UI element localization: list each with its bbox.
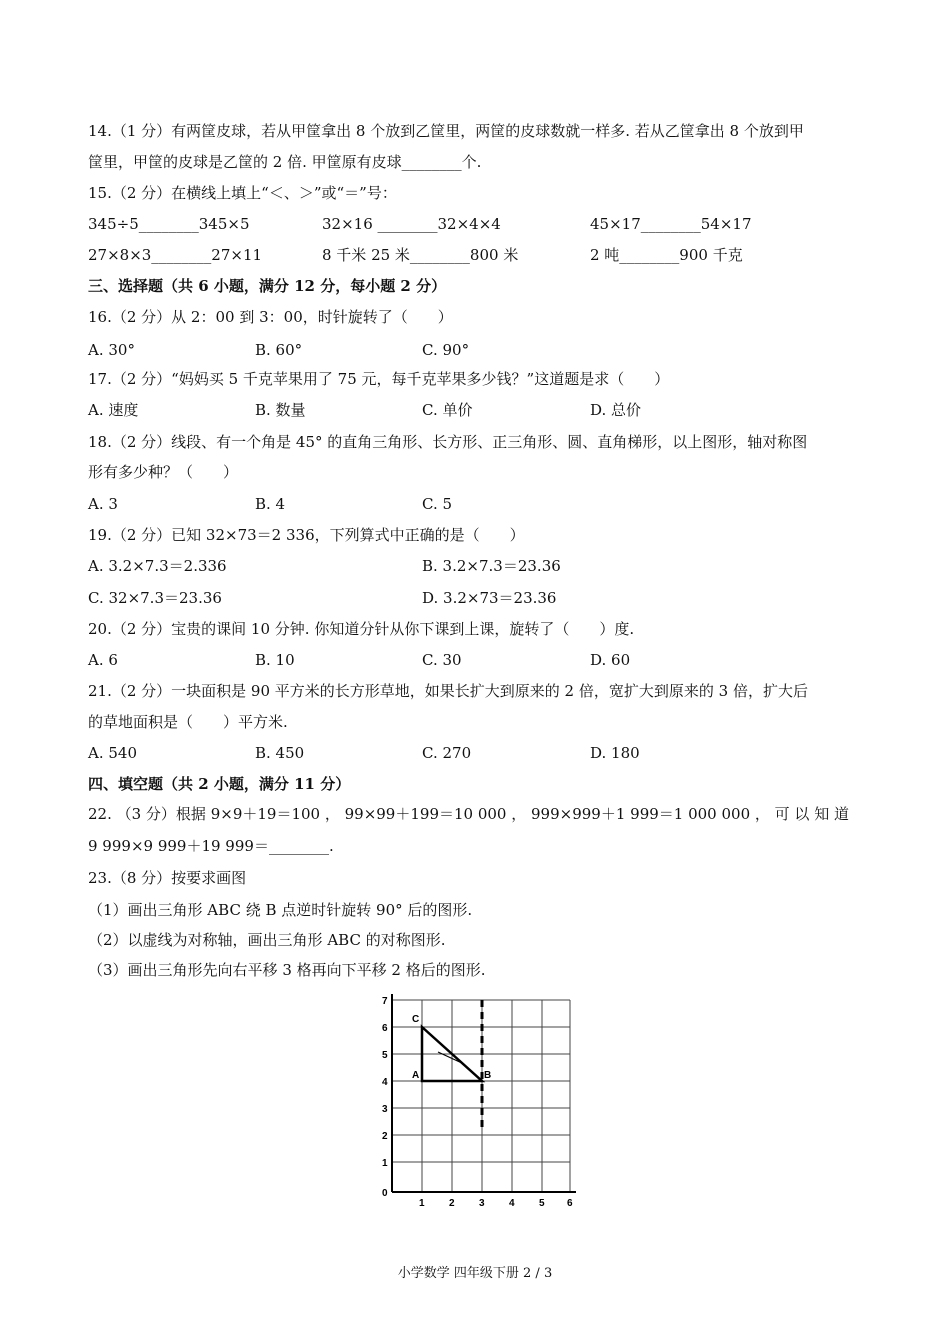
option: B. 4 [255, 495, 286, 513]
tick-label: 7 [382, 996, 388, 1007]
page-footer: 小学数学 四年级下册 2 / 3 [397, 1266, 553, 1281]
q15-item: 32×16 ________32×4×4 [322, 215, 501, 233]
option: C. 5 [422, 495, 453, 513]
point-label-a: A [412, 1070, 420, 1081]
tick-label: 4 [509, 1198, 515, 1209]
q22-line2: 9 999×9 999＋19 999＝________. [88, 837, 334, 855]
tick-label: 0 [382, 1188, 388, 1199]
grid-figure [372, 992, 580, 1212]
option: C. 单价 [422, 401, 473, 419]
option: B. 数量 [255, 401, 306, 419]
tick-label: 1 [419, 1198, 425, 1209]
tick-label: 4 [382, 1077, 388, 1088]
q18-line1: 18.（2 分）线段、有一个角是 45° 的直角三角形、长方形、正三角形、圆、直角梯形，以上图形，轴对称图 [88, 433, 808, 451]
q15-stem: 15.（2 分）在横线上填上“＜、＞”或“＝”号： [88, 184, 397, 202]
option: C. 32×7.3＝23.36 [88, 589, 222, 607]
q23-part: （3）画出三角形先向右平移 3 格再向下平移 2 格后的图形. [88, 961, 486, 979]
option: A. 540 [88, 744, 137, 762]
option: A. 3 [88, 495, 118, 513]
q23-stem: 23.（8 分）按要求画图 [88, 869, 247, 887]
q15-item: 27×8×3________27×11 [88, 246, 263, 264]
tick-label: 6 [567, 1198, 573, 1209]
point-label-c: C [412, 1014, 420, 1025]
option: B. 60° [255, 341, 303, 359]
option: B. 450 [255, 744, 305, 762]
option: D. 60 [590, 651, 631, 669]
q15-item: 2 吨________900 千克 [590, 246, 743, 264]
section-heading: 三、选择题（共 6 小题，满分 12 分，每小题 2 分） [88, 277, 447, 295]
q21-line1: 21.（2 分）一块面积是 90 平方米的长方形草地，如果长扩大到原来的 2 倍，宽扩大到原来的 3 倍，扩大后 [88, 682, 808, 700]
q23-part: （2）以虚线为对称轴，画出三角形 ABC 的对称图形. [88, 931, 446, 949]
grid-svg [372, 992, 580, 1212]
option: D. 3.2×73＝23.36 [422, 589, 557, 607]
point-label-b: B [484, 1070, 492, 1081]
option: B. 3.2×7.3＝23.36 [422, 557, 561, 575]
option: A. 3.2×7.3＝2.336 [88, 557, 227, 575]
q16-stem: 16.（2 分）从 2：00 到 3：00，时针旋转了（ ） [88, 308, 453, 326]
q15-item: 345÷5________345×5 [88, 215, 250, 233]
q18-line2: 形有多少种？（ ） [88, 463, 239, 481]
q22-line1: 22. （3 分）根据 9×9＋19＝100 ， 99×99＋199＝10 000 ， 999×999＋1 999＝1 000 000 ， 可 以 知 道 [88, 805, 849, 823]
option: C. 270 [422, 744, 472, 762]
tick-label: 6 [382, 1023, 388, 1034]
tick-label: 2 [382, 1131, 388, 1142]
q19-stem: 19.（2 分）已知 32×73＝2 336，下列算式中正确的是（ ） [88, 526, 525, 544]
tick-label: 5 [539, 1198, 545, 1209]
tick-label: 3 [382, 1104, 388, 1115]
q15-item: 45×17________54×17 [590, 215, 752, 233]
q17-stem: 17.（2 分）“妈妈买 5 千克苹果用了 75 元，每千克苹果多少钱？”这道题是求（ ） [88, 370, 670, 388]
q14-line1: 14.（1 分）有两筐皮球，若从甲筐拿出 8 个放到乙筐里，两筐的皮球数就一样多. 若从乙筐拿出 8 个放到甲 [88, 122, 804, 140]
q15-item: 8 千米 25 米________800 米 [322, 246, 519, 264]
tick-label: 1 [382, 1158, 388, 1169]
option: A. 6 [88, 651, 118, 669]
option: B. 10 [255, 651, 295, 669]
option: C. 90° [422, 341, 470, 359]
option: A. 速度 [88, 401, 139, 419]
tick-label: 3 [479, 1198, 485, 1209]
tick-label: 2 [449, 1198, 455, 1209]
option: C. 30 [422, 651, 462, 669]
option: D. 180 [590, 744, 640, 762]
tick-label: 5 [382, 1050, 388, 1061]
q14-line2: 筐里，甲筐的皮球是乙筐的 2 倍. 甲筐原有皮球________个. [88, 153, 482, 171]
section-heading: 四、填空题（共 2 小题，满分 11 分） [88, 775, 351, 793]
q20-stem: 20.（2 分）宝贵的课间 10 分钟. 你知道分针从你下课到上课，旋转了（ ）度. [88, 620, 635, 638]
option: D. 总价 [590, 401, 642, 419]
q21-line2: 的草地面积是（ ）平方米. [88, 713, 288, 731]
option: A. 30° [88, 341, 135, 359]
q23-part: （1）画出三角形 ABC 绕 B 点逆时针旋转 90° 后的图形. [88, 901, 473, 919]
